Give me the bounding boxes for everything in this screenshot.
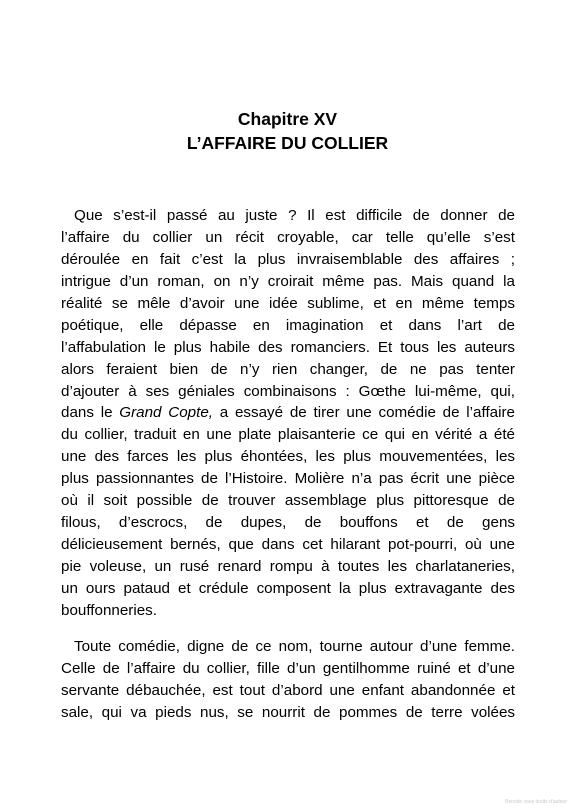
text-line: l’affabulation le plus habile des romanciers. Et tous les auteurs [61,338,515,356]
text-line: du collier, traduit en une plate plaisanterie ce qui en vérité a été [61,426,515,444]
text-line: délicieusement bernés, que dans cet hilarant pot-pourri, où une [61,536,515,554]
text-line: Celle de l’affaire du collier, fille d’un gentilhomme ruiné et d’une [61,659,515,677]
chapter-title: L’AFFAIRE DU COLLIER [186,133,389,153]
text-line: bouffonneries. [61,601,157,619]
text-line: une des farces les plus éhontées, les plus mouvementées, les [61,448,515,466]
text-line: où il soit possible de trouver assemblage plus pittoresque de [61,492,515,510]
text-segment: a essayé de tirer une comédie de l’affaire [213,404,515,422]
text-line: Que s’est-il passé au juste ? Il est difficile de donner de [74,207,515,224]
chapter-number: Chapitre XV [237,109,338,129]
text-line: plus passionnantes de l’Histoire. Molière n’a pas écrit une pièce [61,470,515,488]
text-line: poétique, elle dépasse en imagination et dans l’art de [61,316,515,334]
paragraph-2 [61,636,515,724]
text-line: intrigue d’un roman, on n’y croirait même pas. Mais quand la [61,272,515,290]
text-line: servante débauchée, est tout d’abord une enfant abandonnée et [61,681,515,699]
text-line: l’affaire du collier un récit croyable, car telle qu’elle s’est [61,228,515,246]
text-line: d’ajouter à ses géniales combinaisons : Gœthe lui-même, qui, [61,382,515,400]
paragraph-1 [61,205,515,622]
text-line: réalité se mêle d’avoir une idée sublime, et en même temps [61,294,515,312]
text-line: un ours pataud et crédule composent la plus extravagante des [61,579,515,597]
book-title-italic: Grand Copte, [119,404,213,422]
text-line: alors feraient bien de n’y rien changer, de ne pas tenter [61,360,515,378]
text-segment: dans le [61,404,120,422]
text-line: filous, d’escrocs, de dupes, de bouffons et de gens [61,514,515,532]
text-line: sale, qui va pieds nus, se nourrit de pommes de terre volées [61,703,515,721]
text-line: Toute comédie, digne de ce nom, tourne autour d’une femme. [74,638,515,655]
text-line-with-italic [61,402,515,424]
text-line: pie voleuse, un rusé renard rompu à toutes les charlataneries, [61,558,515,575]
chapter-heading [0,107,575,155]
text-line: déroulée en fait c’est la plus invraisemblable des affaires ; [61,250,515,268]
watermark: Benoite vous droits d'auteur [505,799,567,805]
